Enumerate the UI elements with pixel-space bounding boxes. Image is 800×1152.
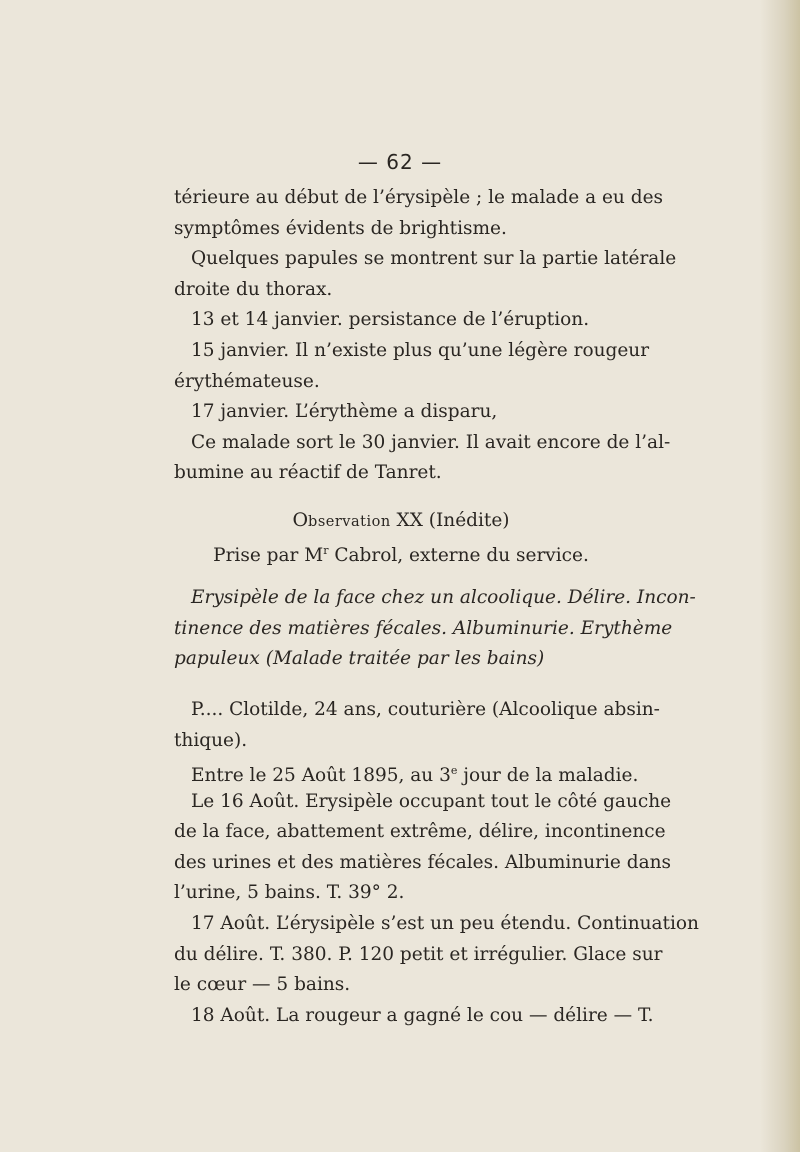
summary-line: tinence des matières fécales. Albuminurie. Erythème <box>174 617 673 639</box>
page-body <box>174 183 699 1031</box>
text-line: Entre le 25 Août 1895, au 3e jour de la maladie. <box>191 764 639 787</box>
text-line: thique). <box>174 729 248 751</box>
heading-number: XX (Inédite) <box>390 509 510 531</box>
text-line: l’urine, 5 bains. T. 39° 2. <box>174 882 405 904</box>
text-line: P.... Clotilde, 24 ans, couturière (Alcoolique absin- <box>191 698 660 720</box>
text-line: Le 16 Août. Erysipèle occupant tout le côté gauche <box>191 790 672 812</box>
text-line: droite du thorax. <box>174 278 333 300</box>
heading-smallcaps: bservation <box>308 513 391 530</box>
text-line: érythémateuse. <box>174 370 320 392</box>
text-line: bumine au réactif de Tanret. <box>174 462 442 484</box>
summary-line: Erysipèle de la face chez un alcoolique. Délire. Incon- <box>191 587 696 609</box>
text-line: 13 et 14 janvier. persistance de l’éruption. <box>191 309 590 331</box>
text-line: térieure au début de l’érysipèle ; le malade a eu des <box>174 187 664 208</box>
observation-heading <box>174 505 628 536</box>
text-line: 18 Août. La rougeur a gagné le cou — délire — T. <box>191 1004 654 1026</box>
text-line: le cœur — 5 bains. <box>174 974 351 996</box>
text-line: 17 Août. L’érysipèle s’est un peu étendu. Continuation <box>191 913 699 935</box>
text-line: de la face, abattement extrême, délire, incontinence <box>174 821 666 843</box>
text-line: Ce malade sort le 30 janvier. Il avait encore de l’al- <box>191 431 671 453</box>
text-line: symptômes évidents de brightisme. <box>174 217 507 239</box>
text-line: Quelques papules se montrent sur la partie latérale <box>191 248 677 270</box>
text-line: du délire. T. 380. P. 120 petit et irrégulier. Glace sur <box>174 943 663 965</box>
text-line: 15 janvier. Il n’existe plus qu’une légère rougeur <box>191 339 650 361</box>
heading-initial: O <box>292 508 309 531</box>
summary-line: papuleux (Malade traitée par les bains) <box>174 648 545 670</box>
text-line: 17 janvier. L’érythème a disparu, <box>191 401 498 423</box>
observation-subheading: Prise par $M^r$ Cabrol, externe du service. <box>213 543 589 566</box>
page-number: — 62 — <box>357 150 443 174</box>
text-line: des urines et des matières fécales. Albuminurie dans <box>174 851 672 873</box>
